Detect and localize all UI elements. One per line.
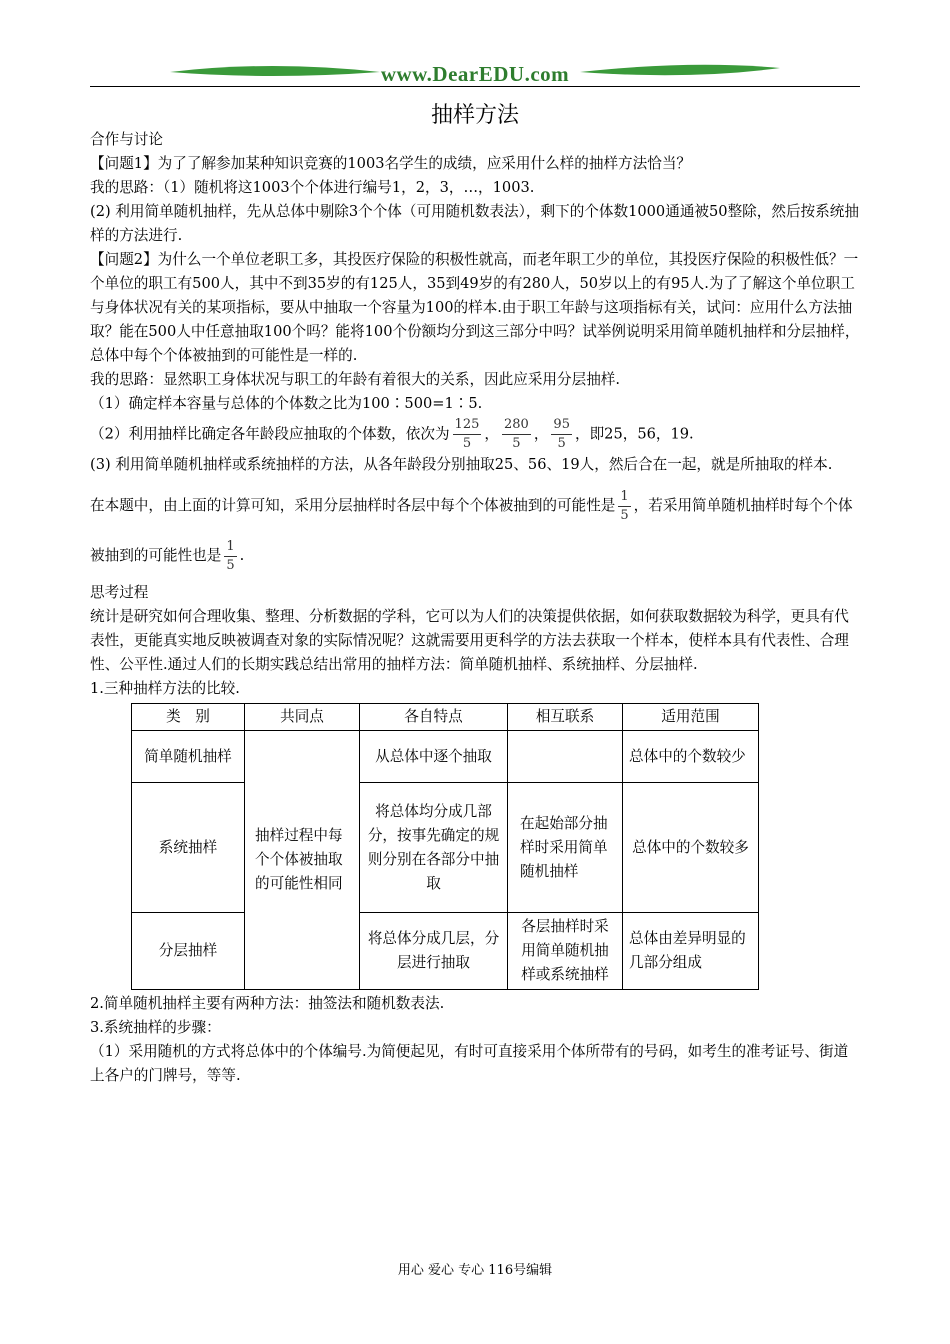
section-heading-thinking: 思考过程 [90,584,149,601]
conclusion-part-b: ，若采用简单随机抽样时每个个体被抽到的可能性也是 [90,497,853,564]
common-point-cell: 抽样过程中每个个体被抽取的可能性相同 [245,731,360,990]
question-1-idea-line2: (2) 利用简单随机抽样，先从总体中剔除3个个体（可用随机数表法），剩下的个体数1000通通被50整除，然后按系统抽样的方法进行. [90,203,859,244]
feature-cell: 从总体中逐个抽取 [360,731,508,783]
type-cell: 系统抽样 [132,783,245,913]
list-item-3: 3.系统抽样的步骤： [90,1019,221,1036]
question-1 [90,152,862,176]
type-cell: 简单随机抽样 [132,731,245,783]
question-1-idea-line1: 我的思路：（1）随机将这1003个个体进行编号1，2，3，…，1003. [90,179,535,196]
relation-cell [508,731,623,783]
header-divider [90,86,860,87]
table-row [132,913,759,990]
table-header-cell: 类 别 [132,704,245,731]
site-header-banner [90,58,860,88]
sampling-comparison-table [131,703,759,990]
fraction-1-over-5-second: $\frac{1}{5}$ [226,538,235,573]
question-1-label: 【问题1】 [90,155,158,172]
table-header-cell: 各自特点 [360,704,508,731]
list-item-2: 2.简单随机抽样主要有两种方法：抽签法和随机数表法. [90,995,445,1012]
question-2-step1: （1）确定样本容量与总体的个体数之比为100∶500=1∶5. [90,395,483,412]
list-item-3-step1: （1）采用随机的方式将总体中的个体编号.为简便起见，有时可直接采用个体所带有的号码，如考生的准考证号、街道上各户的门牌号，等等. [90,1043,849,1084]
scope-cell: 总体中的个数较少 [623,731,759,783]
document-body [90,128,862,1088]
step2-prefix: （2）利用抽样比确定各年龄段应抽取的个体数，依次为 [90,425,450,443]
header-site-url[interactable]: www.DearEDU.com [380,62,570,86]
question-2-text: 为什么一个单位老职工多，其投医疗保险的积极性就高，而老年职工少的单位，其投医疗保险的积极性低？一个单位的职工有500人，其中不到35岁的有125人，35到49岁的有280人，50岁以上的有95人.为了了解这个单位职工与身体状况有关的某项指标，要从中抽取一个容量为100的样本.由于职工年龄与这项指标有关，试问：应用什么方法抽取？能在500人中任意抽取100个吗？能将100个份额均分到这三部分中吗？试举例说明采用简单随机抽样和分层抽样，总体中每个个体被抽到的可能性是一样的. [90,251,860,364]
fraction-95-over-5: $\frac{95}{5}$ [553,417,570,451]
table-row [132,731,759,783]
question-2-step2: （2）利用抽样比确定各年龄段应抽取的个体数，依次为 $\frac{125}{5}$ ， $\frac{280}{5}$ ， $\frac{95}{5}$ ，即25，56，19. [90,417,694,451]
section-thinking-paragraph: 统计是研究如何合理收集、整理、分析数据的学科，它可以为人们的决策提供依据，如何获取数据较为科学，更具有代表性，更能真实地反映被调查对象的实际情况呢？这就需要用更科学的方法去获取一个样本，使样本具有代表性、合理性、公平性.通过人们的长期实践总结出常用的抽样方法：简单随机抽样、系统抽样、分层抽样. [90,608,849,673]
scope-cell: 总体由差异明显的几部分组成 [623,913,759,990]
question-2-step3: (3) 利用简单随机抽样或系统抽样的方法，从各年龄段分别抽取25、56、19人，然后合在一起，就是所抽取的样本. [90,456,833,473]
question-1-text: 为了了解参加某种知识竞赛的1003名学生的成绩，应采用什么样的抽样方法恰当？ [157,155,692,172]
conclusion-part-a: 在本题中，由上面的计算可知，采用分层抽样时各层中每个个体被抽到的可能性是 [90,497,616,514]
scope-cell: 总体中的个数较多 [623,783,759,913]
type-cell: 分层抽样 [132,913,245,990]
fraction-125-over-5: $\frac{125}{5}$ [454,417,480,451]
fraction-1-over-5: $\frac{1}{5}$ [620,488,629,523]
question-2-conclusion: 在本题中，由上面的计算可知，采用分层抽样时各层中每个个体被抽到的可能性是 $\frac{1}{5}$ ，若采用简单随机抽样时每个个体被抽到的可能性也是 $\frac{1}{5}$ . [90,488,853,573]
relation-cell: 在起始部分抽样时采用简单随机抽样 [508,783,623,913]
table-header-cell: 共同点 [245,704,360,731]
feature-cell: 将总体均分成几部分，按事先确定的规则分别在各部分中抽取 [360,783,508,913]
table-row [132,783,759,913]
page-title: 抽样方法 [430,103,519,128]
question-2 [90,248,862,368]
question-2-idea: 我的思路：显然职工身体状况与职工的年龄有着很大的关系，因此应采用分层抽样. [90,371,621,388]
step2-suffix: ，即25，56，19. [574,425,694,443]
fraction-280-over-5: $\frac{280}{5}$ [503,417,529,451]
section-heading-discussion: 合作与讨论 [90,131,163,148]
table-header-cell: 适用范围 [623,704,759,731]
page-footer: 用心 爱心 专心 116号编辑 [397,1263,553,1278]
question-2-label: 【问题2】 [90,251,158,268]
relation-cell: 各层抽样时采用简单随机抽样或系统抽样 [508,913,623,990]
list-item-1: 1.三种抽样方法的比较. [90,680,240,697]
table-header-row [132,704,759,731]
table-header-cell: 相互联系 [508,704,623,731]
feature-cell: 将总体分成几层，分层进行抽取 [360,913,508,990]
